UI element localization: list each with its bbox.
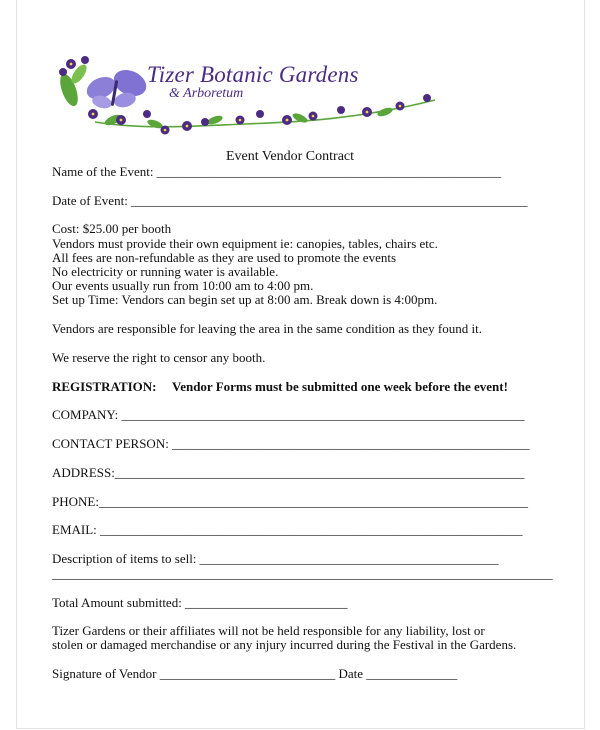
signature-field[interactable]: Signature of Vendor ___________________________ Date ______________ (52, 666, 458, 681)
registration-note: Vendor Forms must be submitted one week before the event! (172, 379, 508, 394)
rule-line: Set up Time: Vendors can begin set up at 8:00 am. Break down is 4:00pm. (52, 292, 438, 307)
total-amount-field[interactable]: Total Amount submitted: _________________________ (52, 595, 348, 610)
email-field[interactable]: EMAIL: _________________________________________________________________ (52, 522, 523, 537)
phone-field[interactable]: PHONE:__________________________________________________________________ (52, 494, 528, 509)
rule-line: No electricity or running water is available. (52, 264, 279, 279)
butterfly-icon (83, 65, 150, 110)
rule-line: Our events usually run from 10:00 am to 4:00 pm. (52, 278, 314, 293)
rule-line: Vendors must provide their own equipment ie: canopies, tables, chairs etc. (52, 236, 438, 251)
document-title: Event Vendor Contract (225, 149, 355, 164)
responsibility-note: Vendors are responsible for leaving the area in the same condition as they found it. (52, 321, 482, 336)
company-field[interactable]: COMPANY: ______________________________________________________________ (52, 407, 525, 422)
rule-line: All fees are non-refundable as they are used to promote the events (52, 250, 397, 265)
liability-note: Tizer Gardens or their affiliates will not be held responsible for any liability, lost or (52, 623, 485, 638)
registration-label: REGISTRATION: (52, 379, 157, 394)
event-date-field[interactable]: Date of Event: _____________________________________________________________ (52, 193, 528, 208)
contact-person-field[interactable]: CONTACT PERSON: _______________________________________________________ (52, 436, 530, 451)
cost-line: Cost: $25.00 per booth (52, 221, 172, 236)
logo-subtitle: & Arboretum (169, 86, 244, 101)
logo-title: Tizer Botanic Gardens (147, 62, 359, 87)
event-name-field[interactable]: Name of the Event: _____________________________________________________ (52, 164, 502, 179)
liability-note: stolen or damaged merchandise or any injury incurred during the Festival in the Gardens. (52, 637, 517, 652)
description-field-line2[interactable]: _____________________________________________________________________________ (52, 566, 553, 581)
address-field[interactable]: ADDRESS:_______________________________________________________________ (52, 465, 525, 480)
description-field[interactable]: Description of items to sell: ______________________________________________ (52, 551, 499, 566)
censor-note: We reserve the right to censor any booth. (52, 350, 266, 365)
